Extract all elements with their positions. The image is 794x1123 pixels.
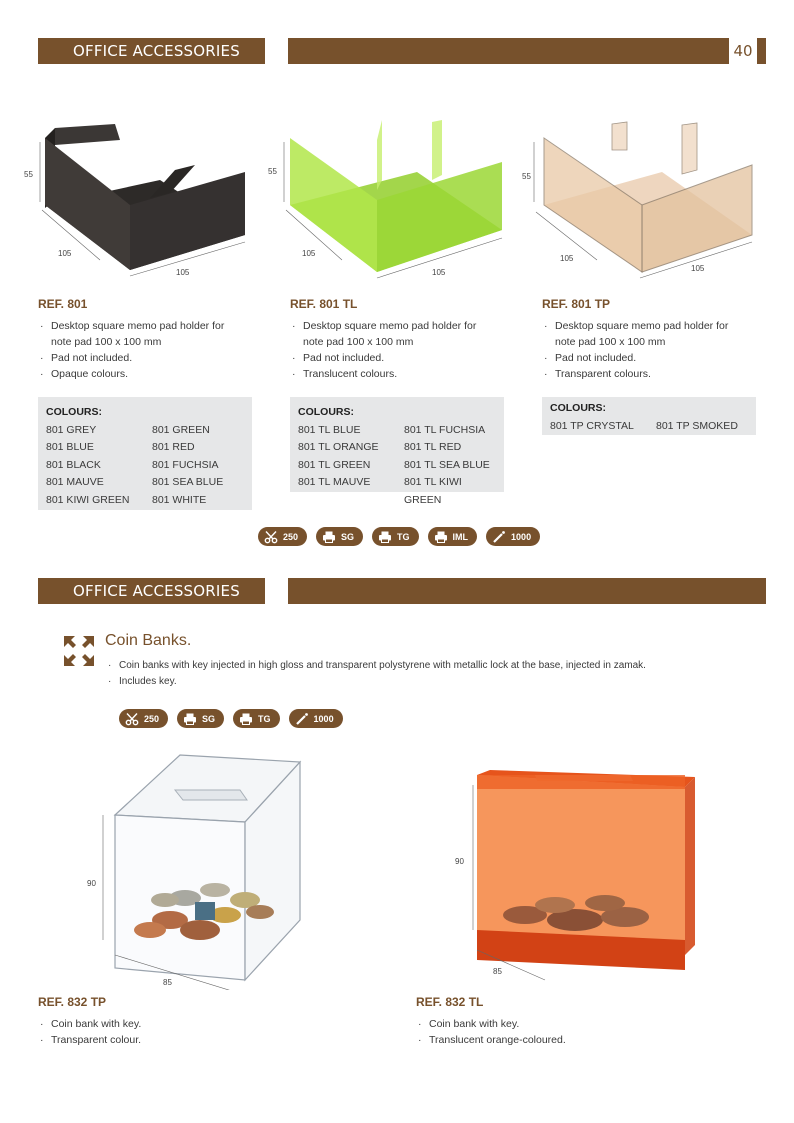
laser-icon [492, 530, 506, 544]
badge-label: IML [452, 531, 469, 542]
product-bullets [40, 1016, 340, 1048]
badge-printer [428, 527, 478, 546]
printer-icon [183, 712, 197, 726]
colours-panel [542, 397, 756, 435]
laser-icon [295, 712, 309, 726]
coin-bank-orange-image [465, 765, 700, 985]
product-ref: REF. 832 TP [38, 995, 107, 1009]
colours-title: COLOURS: [550, 402, 606, 414]
dim-height: 90 [455, 857, 464, 866]
bullet-item: · Desktop square memo pad holder for note pad 100 x 100 mm [544, 318, 764, 350]
header-long-bar [288, 38, 766, 64]
scissors-icon [125, 712, 139, 726]
memo-holder-smoked-image [522, 110, 762, 285]
badge-printer [233, 709, 280, 728]
printer-icon [434, 530, 448, 544]
printer-icon [322, 530, 336, 544]
colours-title: COLOURS: [46, 406, 102, 418]
dim-height: 55 [24, 170, 33, 179]
colour-item: 801 TL GREEN [298, 458, 371, 471]
colour-item: 801 TL SEA BLUE [404, 458, 490, 471]
bullet-item: · Coin banks with key injected in high gloss and transparent polystyrene with metallic lock at the base, injected in zamak. [108, 658, 768, 674]
product-bullets [544, 318, 764, 382]
header-long-bar [288, 578, 766, 604]
bullet-item: · Coin bank with key. [418, 1016, 718, 1032]
badge-label: TG [397, 531, 410, 542]
bullet-item: · Translucent orange-coloured. [418, 1032, 718, 1048]
bullet-item: · Desktop square memo pad holder for note pad 100 x 100 mm [292, 318, 512, 350]
colours-title: COLOURS: [298, 406, 354, 418]
colour-item: 801 TL FUCHSIA [404, 423, 486, 436]
colour-item: 801 TP CRYSTAL [550, 419, 634, 432]
product-bullets [418, 1016, 718, 1048]
page-number: 40 [729, 38, 757, 64]
colour-item: 801 BLACK [46, 458, 101, 471]
bullet-item: · Coin bank with key. [40, 1016, 340, 1032]
header-label-bar [38, 38, 265, 64]
coin-banks-bullets [108, 658, 768, 690]
colour-item: 801 RED [152, 441, 195, 453]
scissors-icon [264, 530, 278, 544]
badges-row-top [258, 527, 549, 546]
badge-label: SG [341, 531, 355, 542]
bullet-item: · Pad not included. [40, 350, 260, 366]
colour-item: 801 WHITE [152, 493, 207, 506]
badge-laser [486, 527, 540, 546]
bullet-item: · Transparent colour. [40, 1032, 340, 1048]
dim-depth: 105 [58, 249, 72, 258]
dim-width: 105 [432, 268, 446, 277]
colour-item: 801 TL KIWI GREEN [404, 476, 462, 506]
dim-height: 55 [268, 167, 277, 176]
colour-item: 801 TL BLUE [298, 423, 361, 436]
colour-item: 801 FUCHSIA [152, 458, 219, 471]
badge-laser [289, 709, 343, 728]
dim-width: 85 [493, 967, 502, 976]
badge-printer [316, 527, 363, 546]
colour-item: 801 TP SMOKED [656, 419, 738, 432]
badge-label: TG [258, 713, 271, 724]
dim-width: 105 [691, 264, 705, 273]
coin-bank-transparent-image [95, 750, 310, 990]
bullet-item: · Translucent colours. [292, 366, 512, 382]
colour-item: 801 MAUVE [46, 476, 104, 488]
badge-label: 250 [144, 713, 160, 724]
section-label: OFFICE ACCESSORIES [73, 42, 240, 60]
colour-item: 801 TL ORANGE [298, 441, 379, 453]
bullet-item: · Transparent colours. [544, 366, 764, 382]
colour-item: 801 TL MAUVE [298, 476, 371, 488]
dim-width: 85 [163, 978, 172, 987]
memo-holder-green-image [272, 110, 512, 285]
badge-printer [372, 527, 419, 546]
dim-width: 105 [176, 268, 190, 277]
product-ref: REF. 801 TL [290, 297, 358, 311]
badge-scissors [119, 709, 168, 728]
dim-height: 55 [522, 172, 531, 181]
printer-icon [378, 530, 392, 544]
colour-item: 801 TL RED [404, 441, 462, 453]
product-bullets [292, 318, 512, 382]
dim-depth: 105 [560, 254, 574, 263]
badge-printer [177, 709, 224, 728]
product-ref: REF. 832 TL [416, 995, 484, 1009]
colour-item: 801 SEA BLUE [152, 476, 224, 488]
product-ref: REF. 801 TP [542, 297, 611, 311]
colours-panel [38, 397, 252, 510]
badge-label: 1000 [511, 531, 532, 542]
badge-label: 1000 [313, 713, 334, 724]
dim-depth: 105 [302, 249, 316, 258]
bullet-item: · Opaque colours. [40, 366, 260, 382]
colour-item: 801 GREY [46, 423, 97, 436]
product-ref: REF. 801 [38, 297, 88, 311]
colours-panel [290, 397, 504, 506]
badges-row-coin [119, 709, 352, 728]
badge-label: 250 [283, 531, 299, 542]
expand-arrows-icon [63, 635, 95, 667]
product-bullets [40, 318, 260, 382]
memo-holder-black-image [20, 110, 260, 285]
bullet-item: · Desktop square memo pad holder for note pad 100 x 100 mm [40, 318, 260, 350]
badge-label: SG [202, 713, 216, 724]
bullet-item: · Pad not included. [544, 350, 764, 366]
badge-scissors [258, 527, 307, 546]
coin-banks-title: Coin Banks. [105, 632, 192, 649]
header-label-bar [38, 578, 265, 604]
colour-item: 801 BLUE [46, 441, 94, 453]
dim-height: 90 [87, 879, 96, 888]
bullet-item: · Includes key. [108, 674, 768, 690]
bullet-item: · Pad not included. [292, 350, 512, 366]
section-label: OFFICE ACCESSORIES [73, 582, 240, 600]
colour-item: 801 KIWI GREEN [46, 493, 130, 506]
colour-item: 801 GREEN [152, 423, 210, 436]
printer-icon [239, 712, 253, 726]
